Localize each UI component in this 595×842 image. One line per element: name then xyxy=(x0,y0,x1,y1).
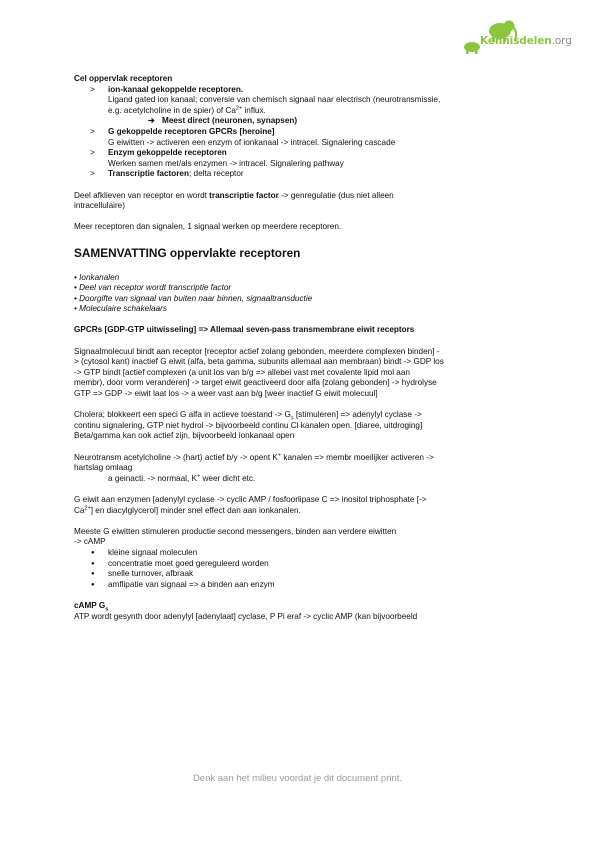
list-item-text: Werken samen met/als enzymen -> intracel. Signalering pathway xyxy=(108,158,344,168)
logo-wordmark: Kennisdelen.org xyxy=(480,35,572,47)
list-item: > ion-kanaal gekoppelde receptoren. xyxy=(90,84,244,94)
paragraph-line: membr), door vorm veranderen] -> target eiwit geactiveerd door alfa [zolang gebonden] -> hydrolyse xyxy=(74,378,437,388)
paragraph-line: > (cytosol kant) inactief G eiwit (alfa, beta gamma, subunits allemaal aan membraan) bindt -> GDP los xyxy=(74,357,444,367)
bullet-icon: ● xyxy=(91,549,95,556)
camp-heading: cAMP $G_s$ xyxy=(74,600,109,613)
list-item-text: e.g. acetylcholine in de spier) of $Ca^{2+}$ influx. xyxy=(108,105,266,115)
list-marker: > xyxy=(90,126,95,136)
paragraph-line: G eiwit aan enzymen [adenylyl cyclase -> cyclic AMP / fosfoorlipase C => inositol triphosphate [-> xyxy=(74,494,427,504)
bullet-item: ● amflipatie van signaal => a binden aan enzym xyxy=(91,579,275,589)
paragraph: Meer receptoren dan signalen, 1 signaal werken op meerdere receptoren. xyxy=(74,222,342,232)
paragraph-line: Cholera; blokkeert een speci G alfa in actieve toestand -> $G_s$ [stimuleren] => adenylyl cyclase -> xyxy=(74,410,422,422)
summary-item: • Moleculaire schakelaars xyxy=(74,304,167,314)
bullet-icon: ● xyxy=(91,571,95,578)
arrow-icon: ➔ xyxy=(148,116,155,126)
list-subitem: ➔ Meest direct (neuronen, synapsen) xyxy=(148,116,298,126)
bullet-item: ● concentratie moet goed gereguleerd worden xyxy=(91,558,269,568)
summary-item: • Ionkanalen xyxy=(74,272,120,282)
paragraph-line: Neurotransm acetylcholine -> (hart) actief b/y -> opent K+ kanalen => membr moeilijker activeren -> xyxy=(74,451,434,462)
summary-item: • Doorgifte van signaal van buiten naar binnen, signaaltransductie xyxy=(74,293,313,303)
summary-item: • Deel van receptor wordt transcriptie factor xyxy=(74,283,232,293)
list-item: > Enzym gekoppelde receptoren xyxy=(90,148,227,158)
list-marker: > xyxy=(90,169,95,179)
bullet-icon: ● xyxy=(91,581,95,588)
paragraph-line: $Ca^{2+}$] en diacylglycerol] minder snel effect dan aan ionkanalen. xyxy=(74,504,301,515)
list-marker: > xyxy=(90,148,95,158)
paragraph-line: hartslag omlaag xyxy=(74,463,133,473)
list-marker: > xyxy=(90,84,95,94)
list-item: > Transcriptie factoren; delta receptor xyxy=(90,169,244,179)
paragraph-line: Meeste G eiwitten stimuleren productie second messengers, binden aan verdere eiwitten xyxy=(74,526,397,536)
summary-heading: SAMENVATTING oppervlakte receptoren xyxy=(74,245,301,260)
paragraph: Deel afklieven van receptor en wordt transcriptie factor -> genregulatie (dus niet alleen xyxy=(74,190,394,200)
paragraph-line: continu signalering, GTP niet hydrol -> bijvoorbeeld continu Cl kanalen open. [diaree, uitdroging] xyxy=(74,420,423,430)
footer-note: Denk aan het milieu voordat je dit document print. xyxy=(192,773,403,784)
paragraph-line: Signaalmolecuul bindt aan receptor [receptor actief zolang gebonden, meerdere complexen binden] - xyxy=(74,346,440,356)
list-item-text: G eiwitten -> activeren een enzym of ionkanaal -> intracel. Signalering cascade xyxy=(108,137,396,147)
section-heading: Cel oppervlak receptoren xyxy=(74,74,173,83)
gpcr-heading: GPCRs [GDP-GTP uitwisseling] => Allemaal seven-pass transmembrane eiwit receptors xyxy=(74,325,415,335)
bullet-item: ● kleine signaal moleculen xyxy=(91,547,198,557)
list-item: > G gekoppelde receptoren GPCRs [heroine] xyxy=(90,126,275,136)
paragraph-line: GTP => GDP -> eiwit laat los -> a weer vast aan b/g [weer inactief G eiwit molecuul] xyxy=(74,389,378,399)
paragraph-line: Beta/gamma kan ook actief zijn, bijvoorbeeld ionkanaal open xyxy=(74,431,295,441)
kennisdelen-logo xyxy=(458,16,578,60)
bullet-icon: ● xyxy=(91,560,95,567)
paragraph-line: intracellulaire) xyxy=(74,201,125,211)
paragraph-line: a geinacti. -> normaal, K+ weer dicht etc. xyxy=(108,473,256,483)
paragraph-line: -> GTP bindt [actief complexen (a unit los van b/g => allebei vast met covalente lipid mol aan xyxy=(74,367,410,377)
document-body xyxy=(74,74,528,622)
list-item-text: Ligand gated ion kanaal; conversie van chemisch signaal naar electrisch (neurotransmissie, xyxy=(108,95,441,105)
bullet-item: ● snelle turnover, afbraak xyxy=(91,569,194,579)
paragraph-line: ATP wordt gesynth door adenylyl [adenylaat] cyclase, P Pi eraf -> cyclic AMP (kan bijvoorbeeld xyxy=(74,611,418,621)
paragraph-line: -> cAMP xyxy=(74,537,106,547)
